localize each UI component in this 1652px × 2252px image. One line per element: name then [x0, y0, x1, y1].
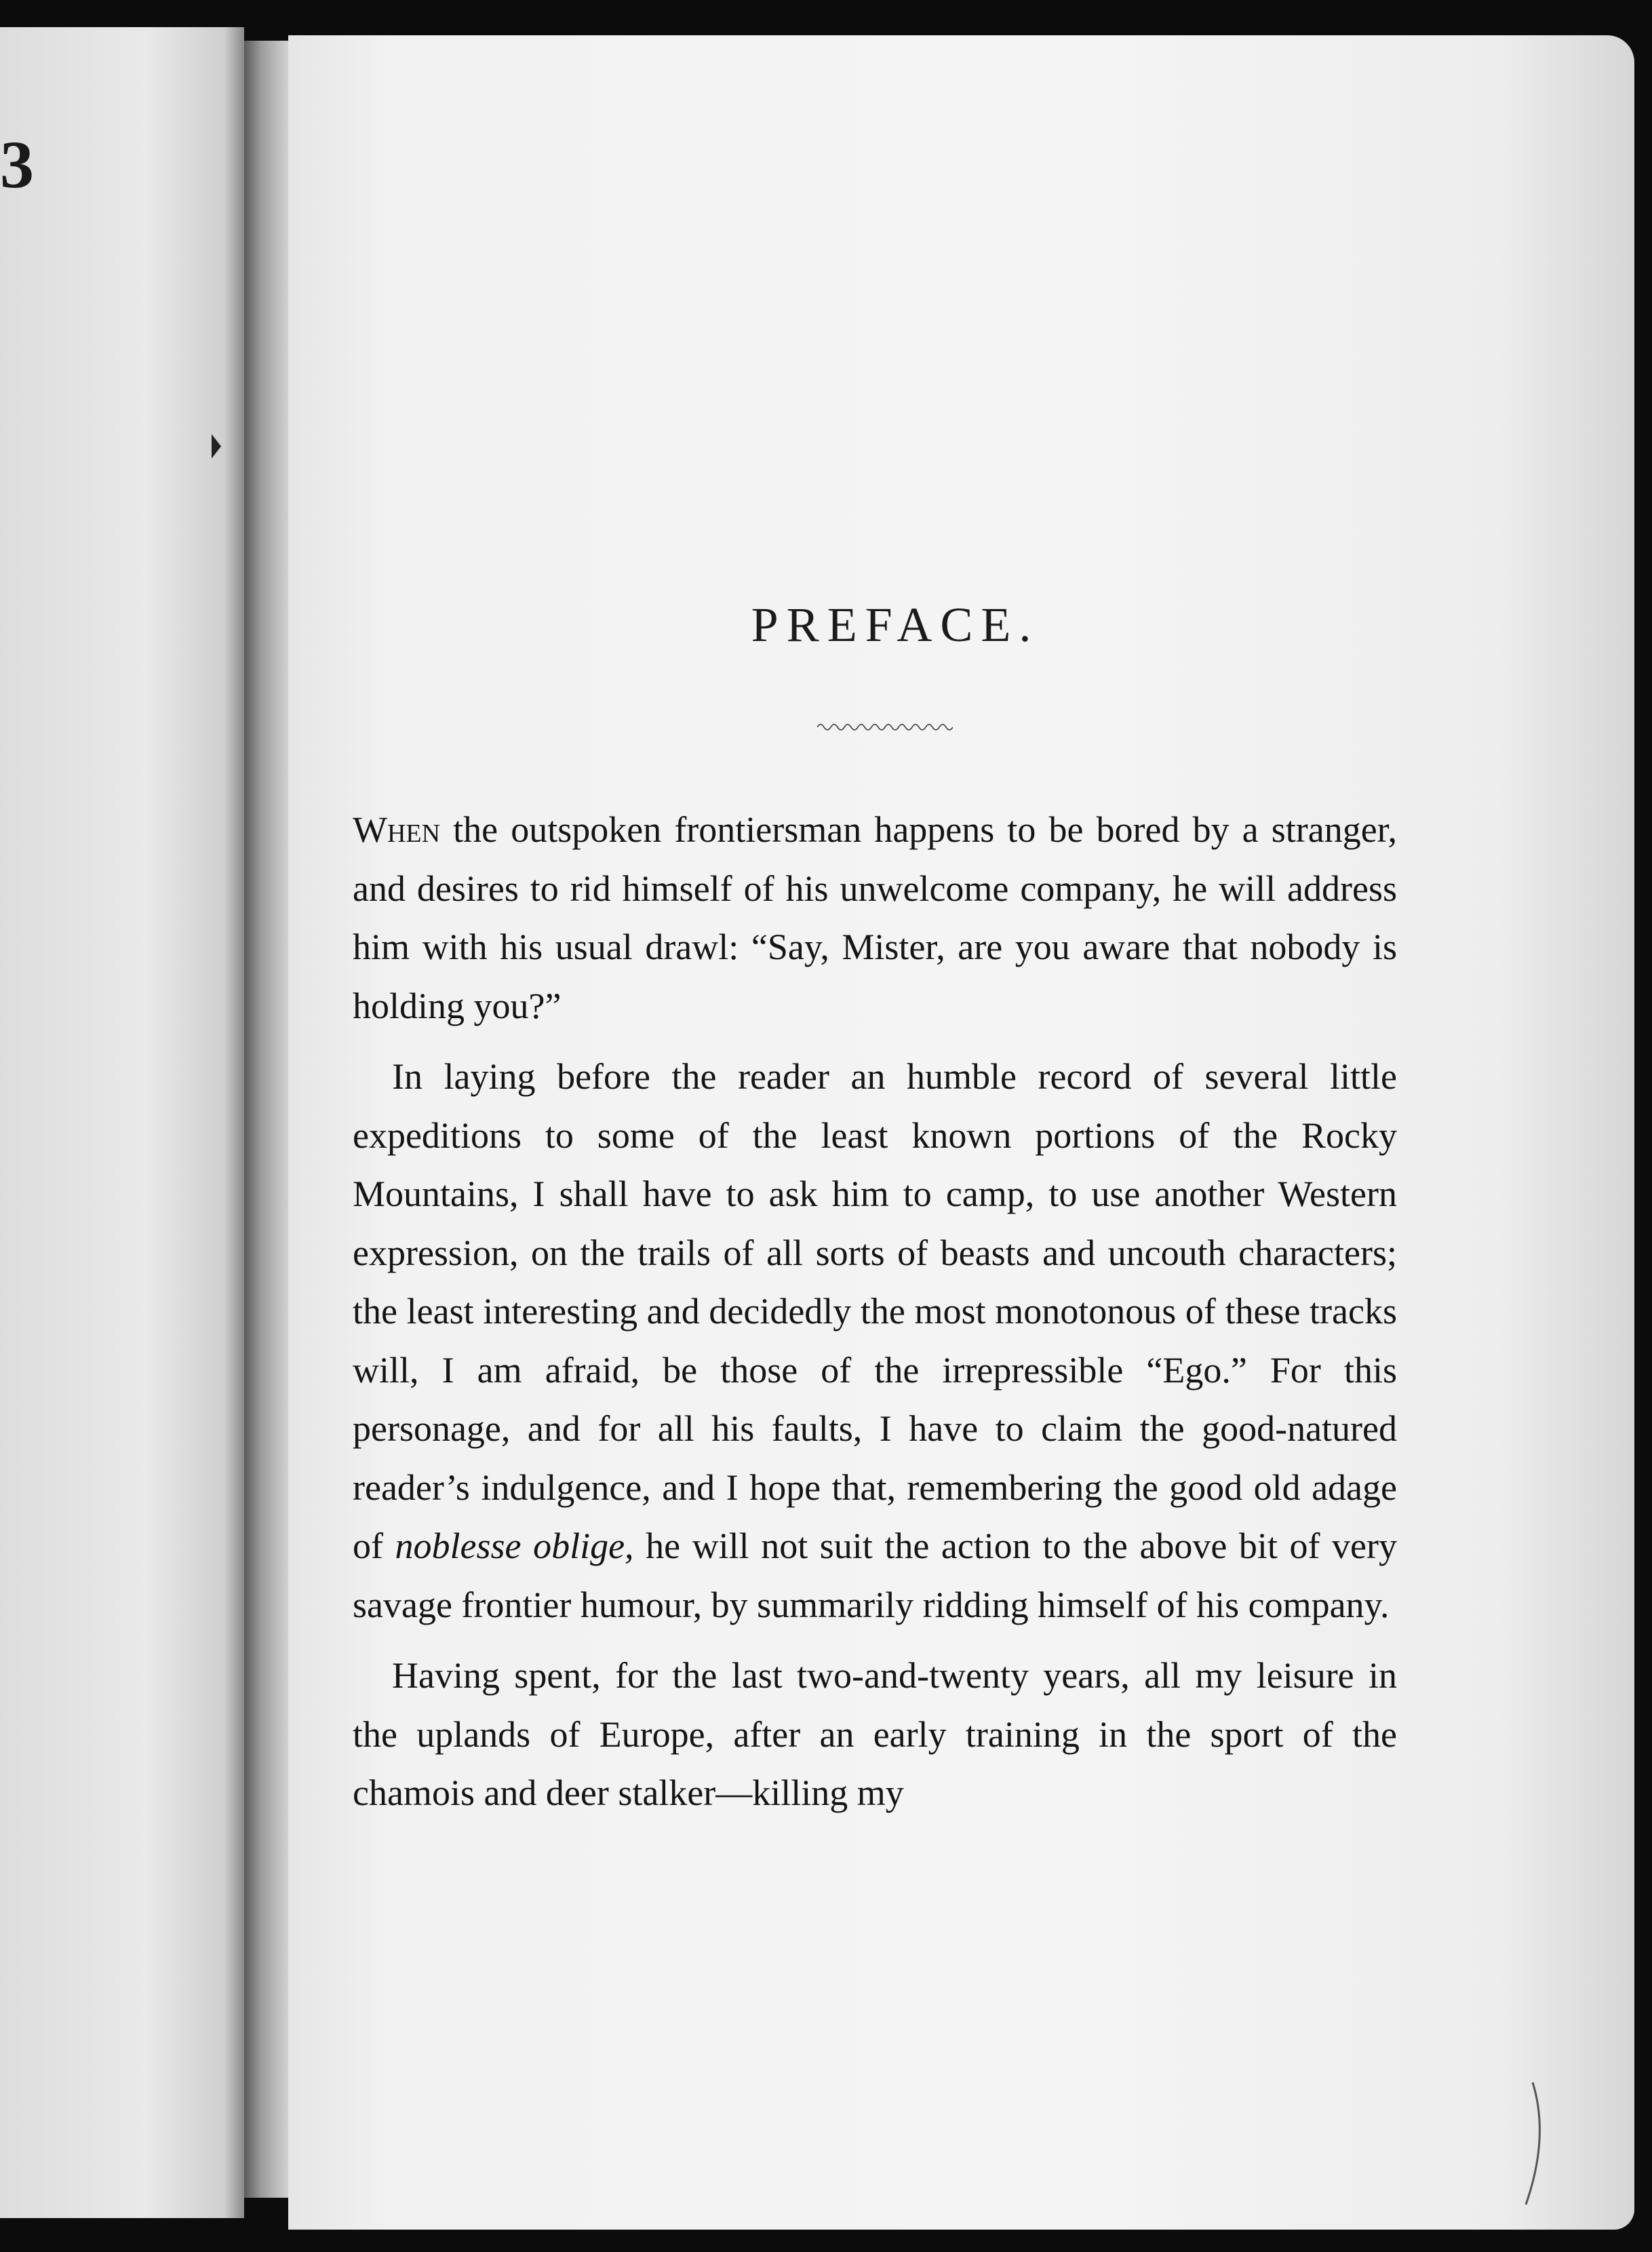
title-ornament-rule — [817, 720, 953, 734]
preface-body — [353, 800, 1397, 1835]
paragraph-2-text-before: In laying before the reader an humble record of several little expeditions to some of the least known portions of the Rocky Mountains, I shall have to ask him to camp, to use another Western expression, on the trails of all sorts of beasts and uncouth characters; the least interesting and decidedly the most monotonous of these tracks will, I am afraid, be those of the irrepressible “Ego.” For this personage, and for all his faults, I have to claim the good-natured reader’s indulgence, and I hope that, remembering the good old adage of — [353, 1056, 1397, 1566]
page-title: PREFACE. — [751, 598, 1040, 652]
left-page-number: 3 — [0, 127, 34, 202]
page-curl-mark — [1492, 2076, 1553, 2211]
book-gutter — [244, 41, 292, 2198]
paragraph-1 — [353, 800, 1397, 1035]
paragraph-2-text-after: he will not suit the action to the above bit of very savage frontier humour, by summarily ridding himself of his company. — [353, 1526, 1397, 1625]
paragraph-3-text: Having spent, for the last two-and-twenty years, all my leisure in the uplands of Europe, after an early training in the sport of the chamois and deer stalker—killing my — [353, 1655, 1397, 1813]
paragraph-2 — [353, 1047, 1397, 1634]
paragraph-3 — [353, 1646, 1397, 1823]
paragraph-lead-word: When — [353, 809, 441, 850]
left-facing-page — [0, 27, 244, 2218]
paragraph-1-text: the outspoken frontiersman happens to be bored by a stranger, and desires to rid himself of his unwelcome company, he will address him with his usual drawl: “Say, Mister, are you aware that nobody is holding you?” — [353, 809, 1397, 1026]
page-edge-mark — [212, 434, 221, 459]
paragraph-2-italic-phrase: noblesse oblige, — [395, 1526, 634, 1566]
